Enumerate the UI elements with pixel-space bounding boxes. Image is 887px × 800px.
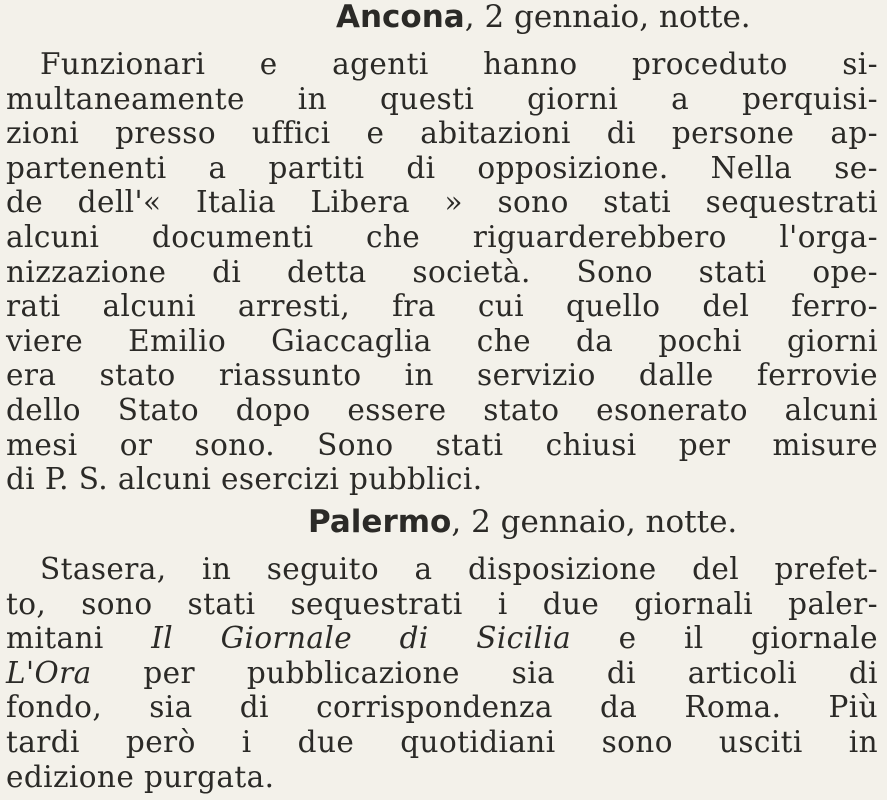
newspaper-title-ora: L'Ora [6, 655, 92, 690]
text-line [6, 621, 878, 656]
dateline-ancona [336, 0, 856, 34]
text-line: de dell'« Italia Libera » sono stati sequestrati [6, 185, 878, 220]
dateline-date: , 2 gennaio, notte. [464, 0, 751, 35]
text-line [6, 656, 878, 691]
text-line: partenenti a partiti di opposizione. Nella se- [6, 150, 878, 185]
article-ancona-body [6, 47, 878, 497]
article-palermo-body [6, 552, 878, 794]
newspaper-title-giornale-di-sicilia: Il Giornale di Sicilia [151, 621, 572, 656]
dateline-city: Palermo [308, 504, 452, 540]
text-line: Funzionari e agenti hanno proceduto si- [40, 47, 878, 81]
text-line: zioni presso uffici e abitazioni di persone ap- [6, 116, 878, 151]
text-line: fondo, sia di corrispondenza da Roma. Più [6, 690, 878, 725]
dateline-city: Ancona [336, 0, 465, 35]
dateline-date: , 2 gennaio, notte. [451, 504, 738, 540]
text-line: di P. S. alcuni esercizi pubblici. [6, 462, 483, 497]
text-line: viere Emilio Giaccaglia che da pochi giorni [6, 323, 878, 358]
dateline-palermo [308, 505, 868, 539]
text-line: tardi però i due quotidiani sono usciti in [6, 724, 878, 759]
text-line: multaneamente in questi giorni a perquisi- [6, 81, 878, 116]
text-line: edizione purgata. [6, 759, 275, 794]
text-line: Stasera, in seguito a disposizione del prefet- [40, 552, 878, 586]
text-line: to, sono stati sequestrati i due giornali paler- [6, 586, 878, 621]
text-line: dello Stato dopo essere stato esonerato alcuni [6, 392, 878, 427]
text-line: era stato riassunto in servizio dalle ferrovie [6, 358, 878, 393]
text-fragment: per pubblicazione sia di articoli di [91, 655, 878, 690]
text-line: rati alcuni arresti, fra cui quello del ferro- [6, 289, 878, 324]
text-line: alcuni documenti che riguarderebbero l'orga- [6, 219, 878, 254]
text-fragment: mitani [6, 621, 152, 656]
text-line: nizzazione di detta società. Sono stati ope- [6, 254, 878, 289]
text-line: mesi or sono. Sono stati chiusi per misure [6, 427, 878, 462]
text-fragment: e il giornale [571, 621, 878, 656]
